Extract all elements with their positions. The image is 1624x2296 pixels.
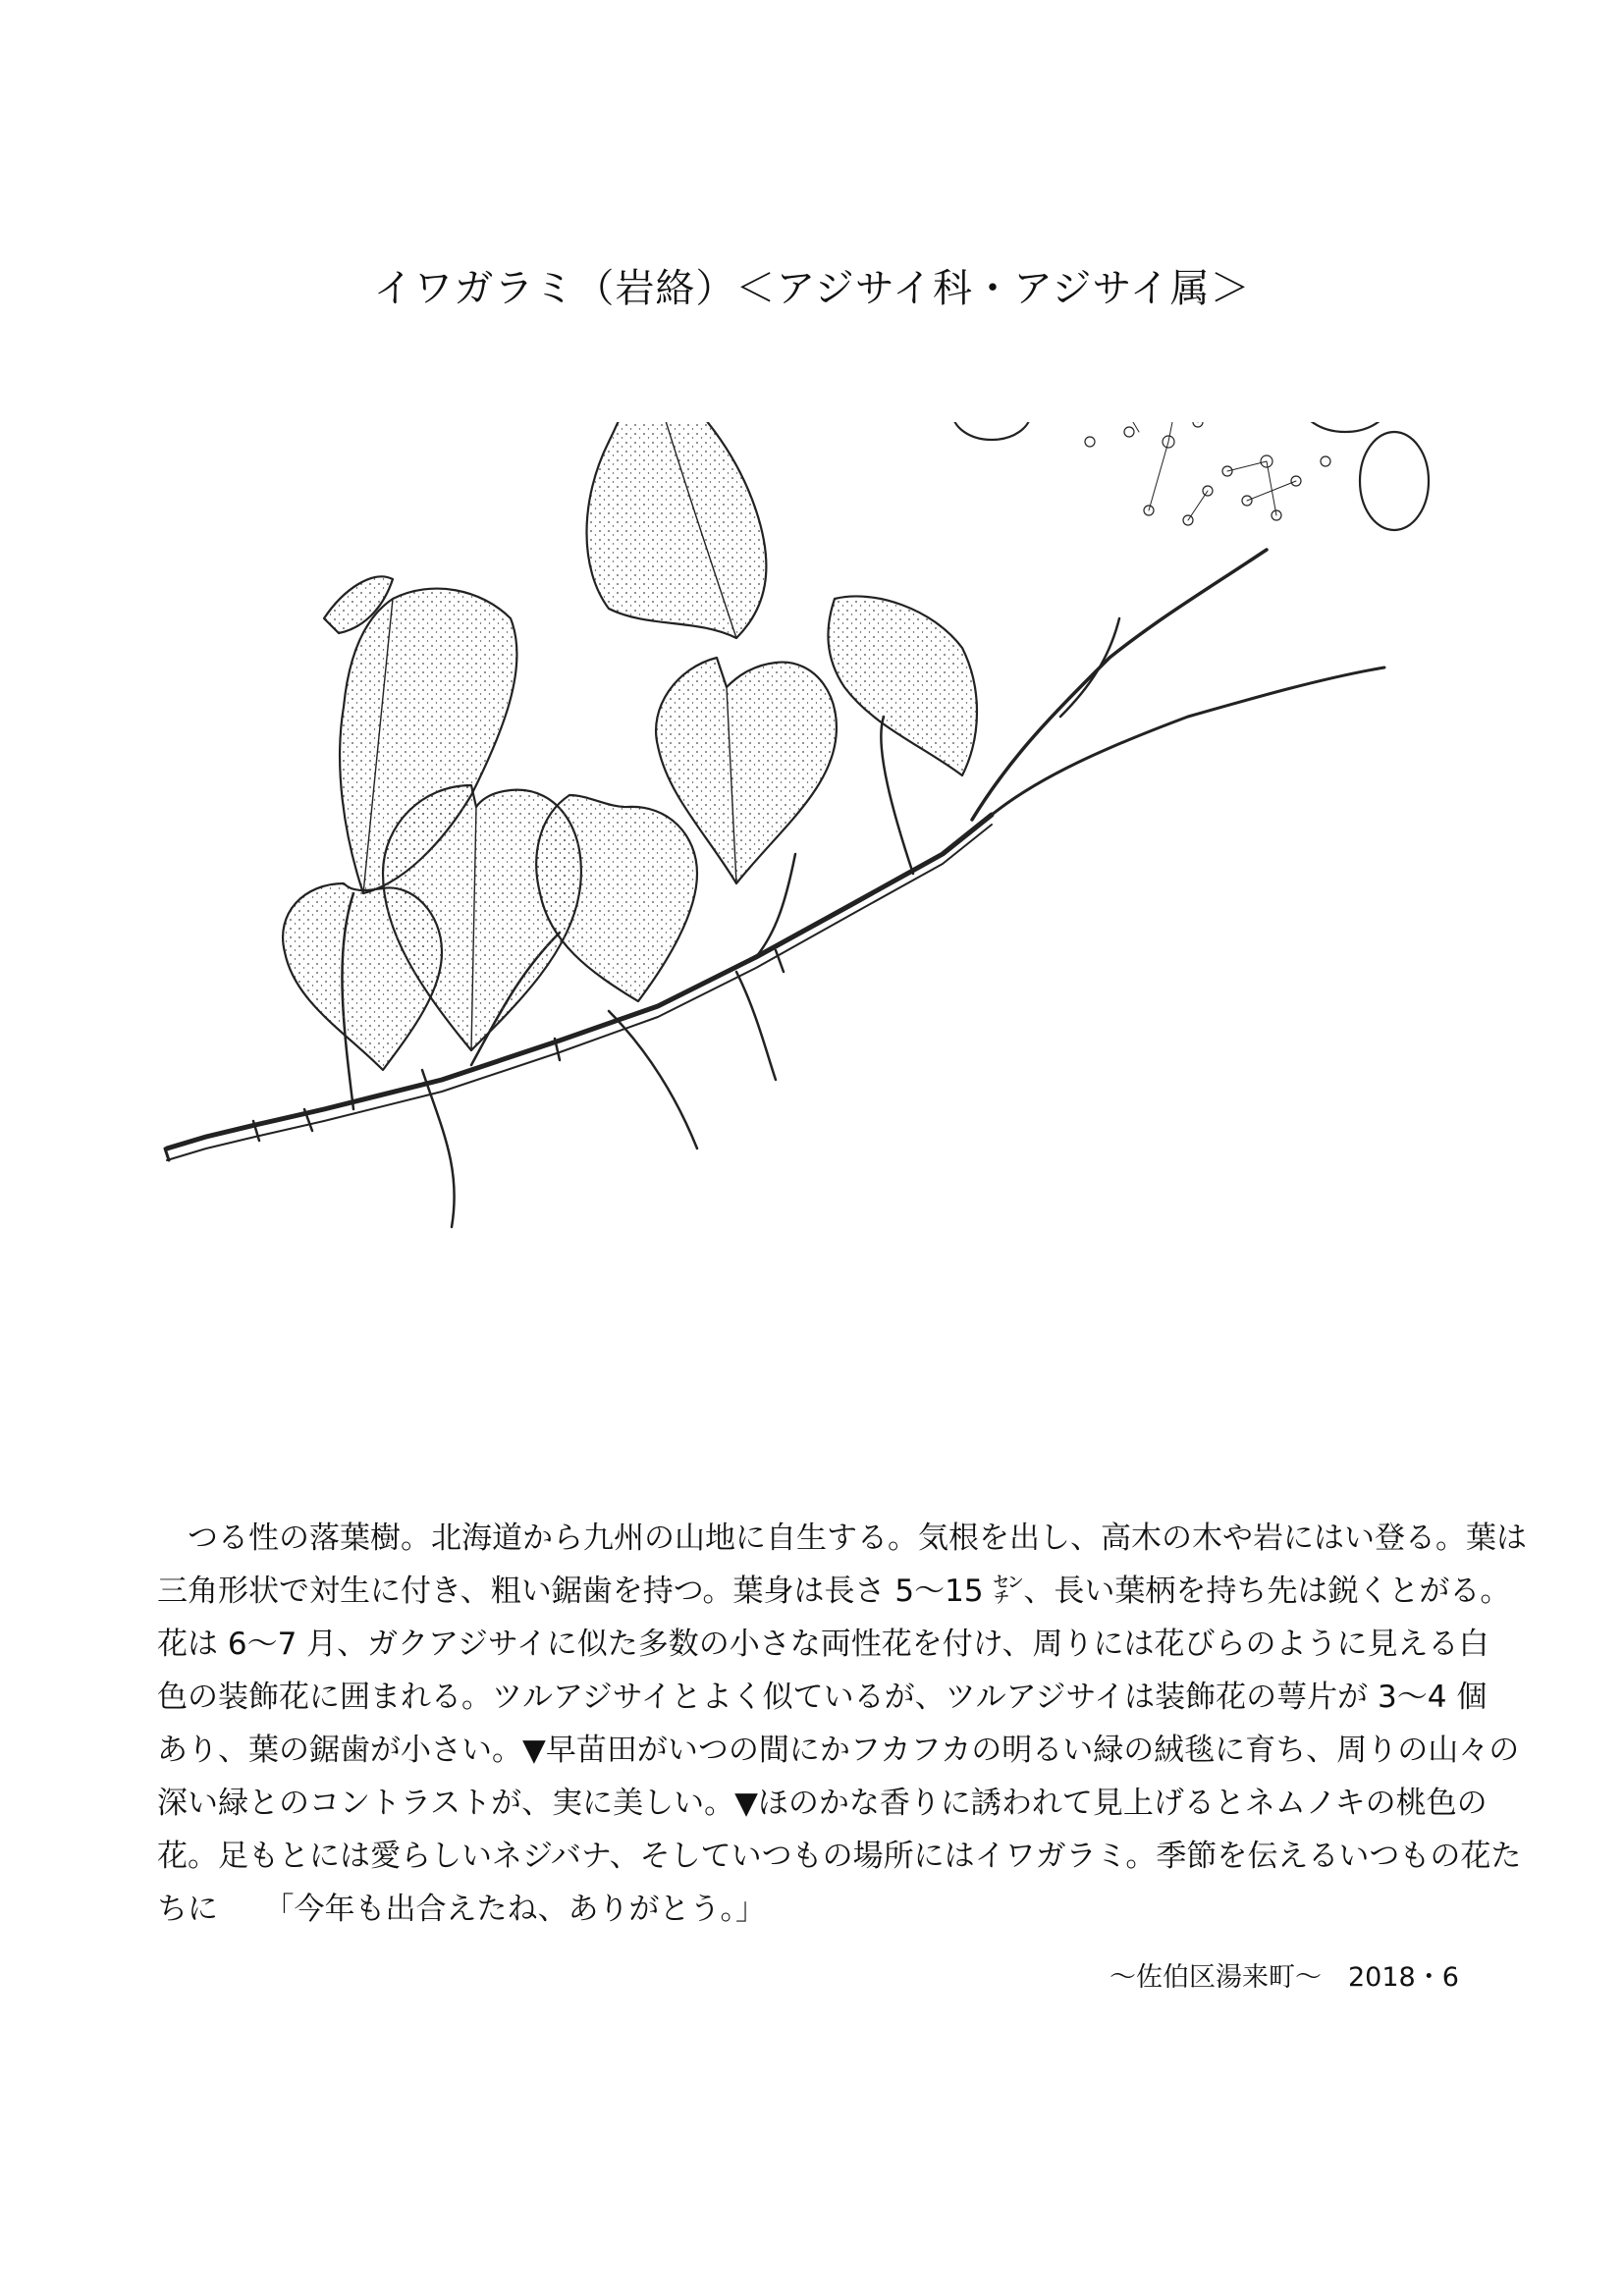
description-line: 三角形状で対生に付き、粗い鋸歯を持つ。葉身は長さ 5～15 ㌢、長い葉柄を持ち先は鋭くとがる。: [157, 1574, 1511, 1609]
iwagarami-botanical-drawing-icon: [147, 422, 1522, 1482]
description-line: つる性の落葉樹。北海道から九州の山地に自生する。気根を出し、高木の木や岩にはい登る。葉は: [157, 1521, 1527, 1556]
description-line: 深い緑とのコントラストが、実に美しい。▼ほのかな香りに誘われて見上げるとネムノキの桃色の: [157, 1786, 1488, 1821]
description-line: 花。足もとには愛らしいネジバナ、そしていつもの場所にはイワガラミ。季節を伝えるいつもの花た: [157, 1839, 1522, 1874]
page-title: イワガラミ（岩絡）＜アジサイ科・アジサイ属＞: [373, 266, 1251, 311]
description-line: ちに 「今年も出合えたね、ありがとう。」: [157, 1892, 766, 1927]
description-line: あり、葉の鋸歯が小さい。▼早苗田がいつの間にかフカフカの明るい緑の絨毯に育ち、周りの山々の: [157, 1733, 1520, 1768]
location-date-signature: ～佐伯区湯来町～ 2018・6: [1110, 1962, 1459, 1993]
description-line: 色の装飾花に囲まれる。ツルアジサイとよく似ているが、ツルアジサイは装飾花の萼片が 3～4 個: [157, 1680, 1488, 1715]
description-line: 花は 6～7 月、ガクアジサイに似た多数の小さな両性花を付け、周りには花びらのように見える白: [157, 1627, 1489, 1662]
description-text: [157, 1512, 1527, 1936]
